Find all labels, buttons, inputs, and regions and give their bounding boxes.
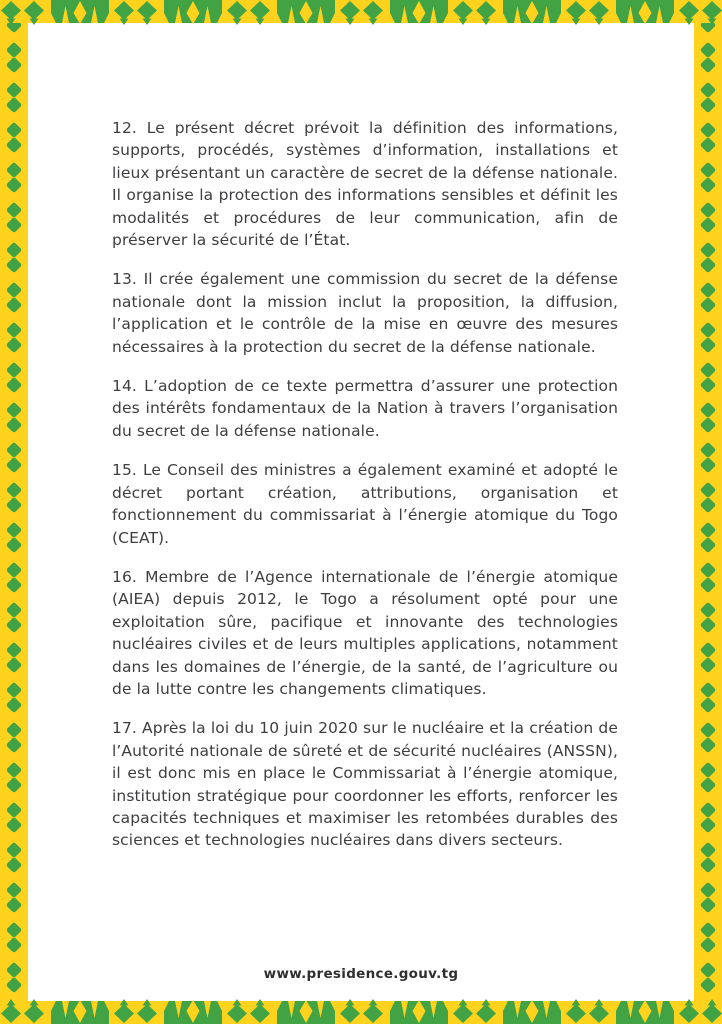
kente-border-right-icon (694, 0, 722, 1024)
paragraph-12: 12. Le présent décret prévoit la définition des informations, supports, procédés, systèmes d’information, installations et lieux présentant un caractère de secret de la défense nationale. Il organise la protection des informations sensibles et définit les modalités et procédures de leur communication, afin de préserver la sécurité de l’État. (112, 119, 618, 250)
footer-url: www.presidence.gouv.tg (263, 966, 459, 982)
kente-border-bottom-icon (0, 994, 722, 1024)
kente-border-left-icon (0, 0, 28, 1024)
paragraph-17: 17. Après la loi du 10 juin 2020 sur le nucléaire et la création de l’Autorité nationale de sûreté et de sécurité nucléaires (ANSSN), il est donc mis en place le Commissariat à l’énergie atomique, institution stratégique pour coordonner les efforts, renforcer les capacités techniques et maximiser les retombées durables des sciences et technologies nucléaires dans divers secteurs. (112, 719, 618, 850)
paragraph-16: 16. Membre de l’Agence internationale de l’énergie atomique (AIEA) depuis 2012, le Togo a résolument opté pour une exploitation sûre, pacifique et innovante des technologies nucléaires civiles et de leurs multiples applications, notamment dans les domaines de l’énergie, de la santé, de l’agriculture ou de la lutte contre les changements climatiques. (112, 567, 618, 698)
paragraph-15: 15. Le Conseil des ministres a également examiné et adopté le décret portant création, attributions, organisation et fonctionnement du commissariat à l’énergie atomique du Togo (CEAT). (112, 461, 618, 547)
paragraph-13: 13. Il crée également une commission du secret de la défense nationale dont la mission inclut la proposition, la diffusion, l’application et le contrôle de la mise en œuvre des mesures nécessaires à la protection du secret de la défense nationale. (112, 270, 618, 356)
kente-border-top-icon (0, 0, 722, 30)
document-body (112, 117, 618, 869)
paragraph-14: 14. L’adoption de ce texte permettra d’assurer une protection des intérêts fondamentaux de la Nation à travers l’organisation du secret de la défense nationale. (112, 377, 618, 440)
